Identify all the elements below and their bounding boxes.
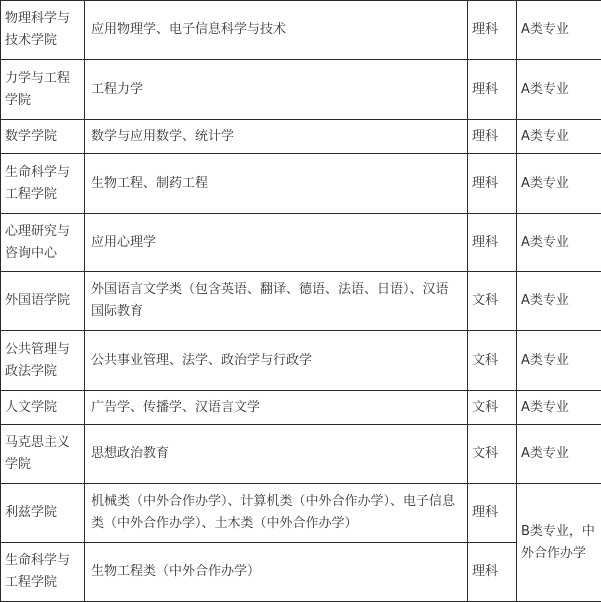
majors-cell: 机械类（中外合作办学）、计算机类（中外合作办学）、电子信息类（中外合作办学）、土木类（中外合作办学）: [85, 484, 468, 543]
subject-cell: 文科: [468, 272, 517, 331]
subject-cell: 理科: [468, 484, 517, 543]
majors-cell: 工程力学: [85, 60, 468, 120]
majors-cell: 生物工程类（中外合作办学）: [85, 543, 468, 602]
category-cell: A类专业: [517, 272, 601, 331]
category-cell: A类专业: [517, 214, 601, 272]
category-cell: A类专业: [517, 1, 601, 60]
college-cell: 数学学院: [1, 120, 85, 154]
college-cell: 外国语学院: [1, 272, 85, 331]
college-cell: 力学与工程学院: [1, 60, 85, 120]
college-cell: 马克思主义学院: [1, 425, 85, 484]
category-cell: B类专业，中外合作办学: [517, 484, 601, 602]
subject-cell: 理科: [468, 214, 517, 272]
table-row: [1, 60, 601, 120]
majors-cell: 广告学、传播学、汉语言文学: [85, 391, 468, 425]
category-cell: A类专业: [517, 331, 601, 391]
college-cell: 心理研究与咨询中心: [1, 214, 85, 272]
category-cell: A类专业: [517, 425, 601, 484]
subject-cell: 理科: [468, 1, 517, 60]
majors-cell: 生物工程、制药工程: [85, 154, 468, 214]
table-row: [1, 484, 601, 543]
subject-cell: 理科: [468, 60, 517, 120]
college-cell: 人文学院: [1, 391, 85, 425]
majors-cell: 外国语言文学类（包含英语、翻译、德语、法语、日语）、汉语国际教育: [85, 272, 468, 331]
category-cell: A类专业: [517, 154, 601, 214]
subject-cell: 理科: [468, 120, 517, 154]
college-cell: 公共管理与政法学院: [1, 331, 85, 391]
majors-cell: 应用物理学、电子信息科学与技术: [85, 1, 468, 60]
college-cell: 物理科学与技术学院: [1, 1, 85, 60]
subject-cell: 文科: [468, 391, 517, 425]
table-row: [1, 272, 601, 331]
table-row: [1, 425, 601, 484]
majors-cell: 数学与应用数学、统计学: [85, 120, 468, 154]
table-row: [1, 543, 601, 602]
category-cell: A类专业: [517, 391, 601, 425]
category-cell: A类专业: [517, 120, 601, 154]
table-row: [1, 214, 601, 272]
table-row: [1, 120, 601, 154]
category-cell: A类专业: [517, 60, 601, 120]
college-cell: 生命科学与工程学院: [1, 543, 85, 602]
majors-cell: 公共事业管理、法学、政治学与行政学: [85, 331, 468, 391]
subject-cell: 文科: [468, 425, 517, 484]
table-row: [1, 154, 601, 214]
table-row: [1, 331, 601, 391]
subject-cell: 文科: [468, 331, 517, 391]
majors-cell: 应用心理学: [85, 214, 468, 272]
table-row: [1, 391, 601, 425]
subject-cell: 理科: [468, 543, 517, 602]
majors-cell: 思想政治教育: [85, 425, 468, 484]
college-cell: 生命科学与工程学院: [1, 154, 85, 214]
subject-cell: 理科: [468, 154, 517, 214]
college-cell: 利兹学院: [1, 484, 85, 543]
table-row: [1, 1, 601, 60]
